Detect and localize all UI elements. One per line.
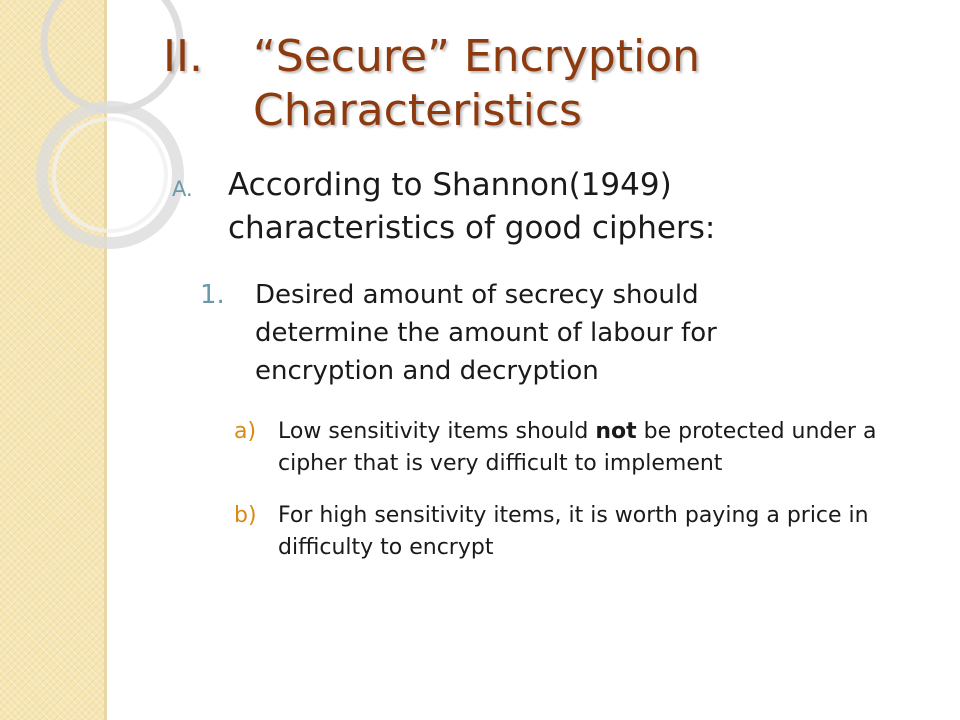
bullet-1a-bold: not — [595, 419, 637, 444]
bullet-1a-text-after: be protected under a cipher that is very difficult to implement — [278, 419, 877, 476]
title-text: “Secure” Encryption Characteristics — [253, 31, 701, 136]
bullet-1a-text — [278, 416, 918, 480]
bullet-1-marker: 1. — [200, 280, 225, 310]
bullet-1-text: Desired amount of secrecy should determine the amount of labour for encryption and decryption — [255, 280, 717, 386]
bullet-1b-text: For high sensitivity items, it is worth paying a price in difficulty to encrypt — [278, 503, 869, 560]
title-number: II. — [163, 31, 203, 82]
bullet-a-text: According to Shannon(1949) characteristics of good ciphers: — [228, 167, 716, 246]
bullet-1b-marker: b) — [234, 503, 257, 528]
decorative-circles — [0, 0, 240, 260]
bullet-a-marker: A. — [172, 177, 193, 201]
bullet-1a-text-before: Low sensitivity items should — [278, 419, 596, 444]
bullet-1a-marker: a) — [234, 419, 257, 444]
